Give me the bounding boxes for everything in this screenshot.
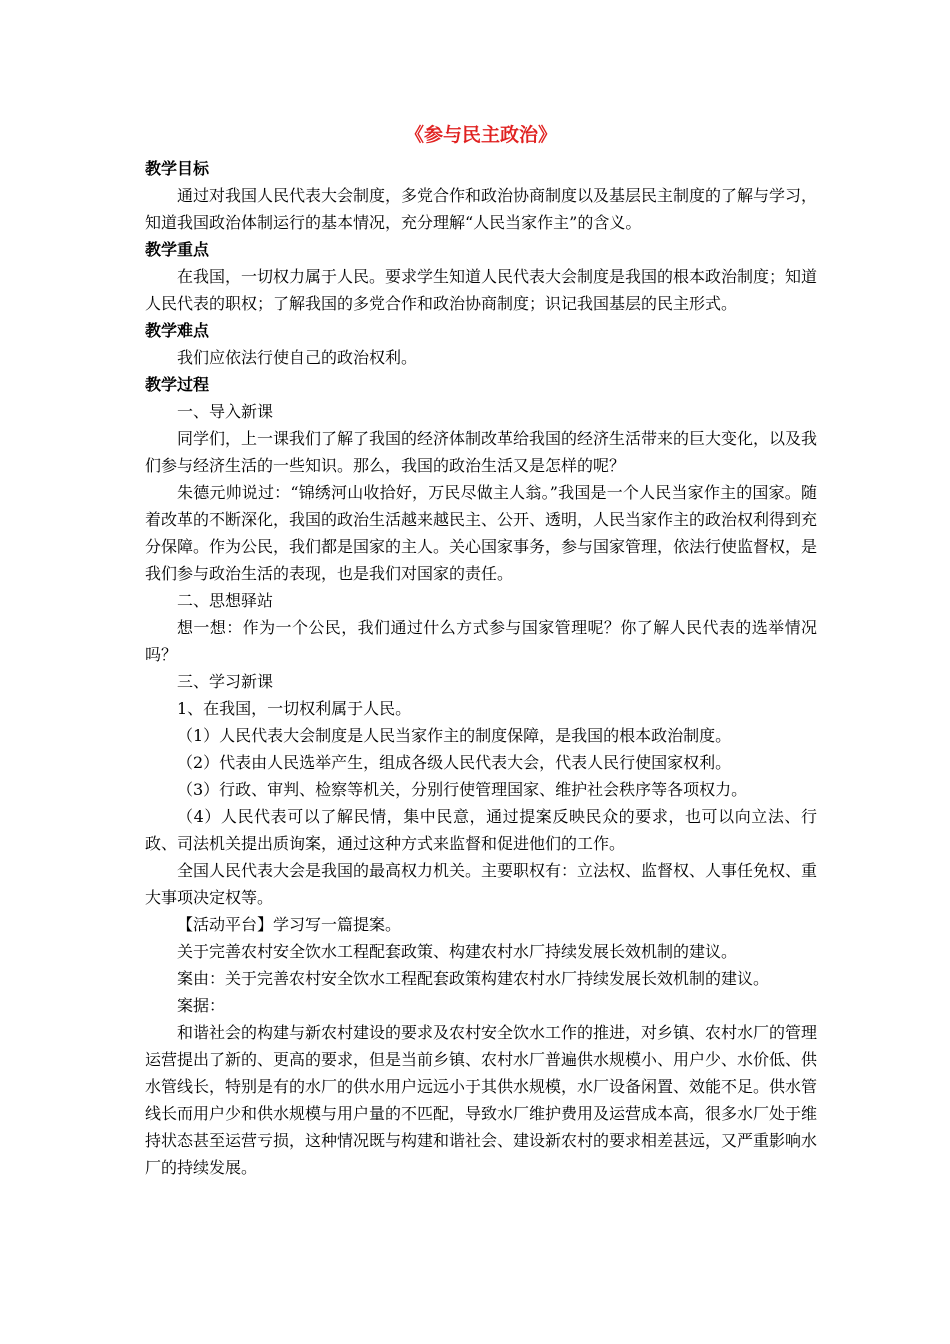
paragraph: 二、思想驿站 xyxy=(177,591,274,610)
paragraph: 案据： xyxy=(177,996,226,1015)
paragraph: （3）行政、审判、检察等机关，分别行使管理国家、维护社会秩序等各项权力。 xyxy=(177,780,748,799)
paragraph: 案由：关于完善农村安全饮水工程配套政策构建农村水厂持续发展长效机制的建议。 xyxy=(177,969,770,988)
paragraph: 通过对我国人民代表大会制度，多党合作和政治协商制度以及基层民主制度的了解与学习，知道我国政治体制运行的基本情况，充分理解“人民当家作主”的含义。 xyxy=(145,186,818,232)
paragraph: 在我国，一切权力属于人民。要求学生知道人民代表大会制度是我国的根本政治制度；知道人民代表的职权；了解我国的多党合作和政治协商制度；识记我国基层的民主形式。 xyxy=(145,267,818,313)
paragraph: 和谐社会的构建与新农村建设的要求及农村安全饮水工作的推进，对乡镇、农村水厂的管理运营提出了新的、更高的要求，但是当前乡镇、农村水厂普遍供水规模小、用户少、水价低、供水管线长，特别是有的水厂的供水用户远远小于其供水规模，水厂设备闲置、效能不足。供水管线长而用户少和供水规模与用户量的不匹配，导致水厂维护费用及运营成本高，很多水厂处于维持状态甚至运营亏损，这种情况既与构建和谐社会、建设新农村的要求相差甚远，又严重影响水厂的持续发展。 xyxy=(145,1023,818,1177)
paragraph: 我们应依法行使自己的政治权利。 xyxy=(177,348,418,367)
paragraph: 1、在我国，一切权利属于人民。 xyxy=(177,699,412,718)
section-heading: 教学过程 xyxy=(145,375,210,394)
paragraph: 一、导入新课 xyxy=(177,402,274,421)
paragraph: （4）人民代表可以了解民情，集中民意，通过提案反映民众的要求，也可以向立法、行政、司法机关提出质询案，通过这种方式来监督和促进他们的工作。 xyxy=(145,807,817,853)
paragraph: 想一想：作为一个公民，我们通过什么方式参与国家管理呢？你了解人民代表的选举情况吗？ xyxy=(145,618,817,664)
document-body xyxy=(145,120,817,1181)
section-heading: 教学难点 xyxy=(145,321,210,340)
paragraph: 【活动平台】学习写一篇提案。 xyxy=(177,915,402,934)
paragraph: 三、学习新课 xyxy=(177,672,274,691)
sections-container xyxy=(145,155,817,1181)
paragraph: 全国人民代表大会是我国的最高权力机关。主要职权有：立法权、监督权、人事任免权、重大事项决定权等。 xyxy=(145,861,818,907)
section-heading: 教学重点 xyxy=(145,240,210,259)
paragraph: （1）人民代表大会制度是人民当家作主的制度保障，是我国的根本政治制度。 xyxy=(177,726,732,745)
paragraph: （2）代表由人民选举产生，组成各级人民代表大会，代表人民行使国家权利。 xyxy=(177,753,732,772)
paragraph: 同学们，上一课我们了解了我国的经济体制改革给我国的经济生活带来的巨大变化，以及我们参与经济生活的一些知识。那么，我国的政治生活又是怎样的呢？ xyxy=(145,429,818,475)
document-title: 《参与民主政治》 xyxy=(404,124,557,146)
paragraph: 关于完善农村安全饮水工程配套政策、构建农村水厂持续发展长效机制的建议。 xyxy=(177,942,738,961)
paragraph: 朱德元帅说过：“锦绣河山收拾好，万民尽做主人翁。”我国是一个人民当家作主的国家。随着改革的不断深化，我国的政治生活越来越民主、公开、透明，人民当家作主的政治权利得到充分保障。作为公民，我们都是国家的主人。关心国家事务，参与国家管理，依法行使监督权，是我们参与政治生活的表现，也是我们对国家的责任。 xyxy=(145,483,818,583)
section-heading: 教学目标 xyxy=(145,159,210,178)
